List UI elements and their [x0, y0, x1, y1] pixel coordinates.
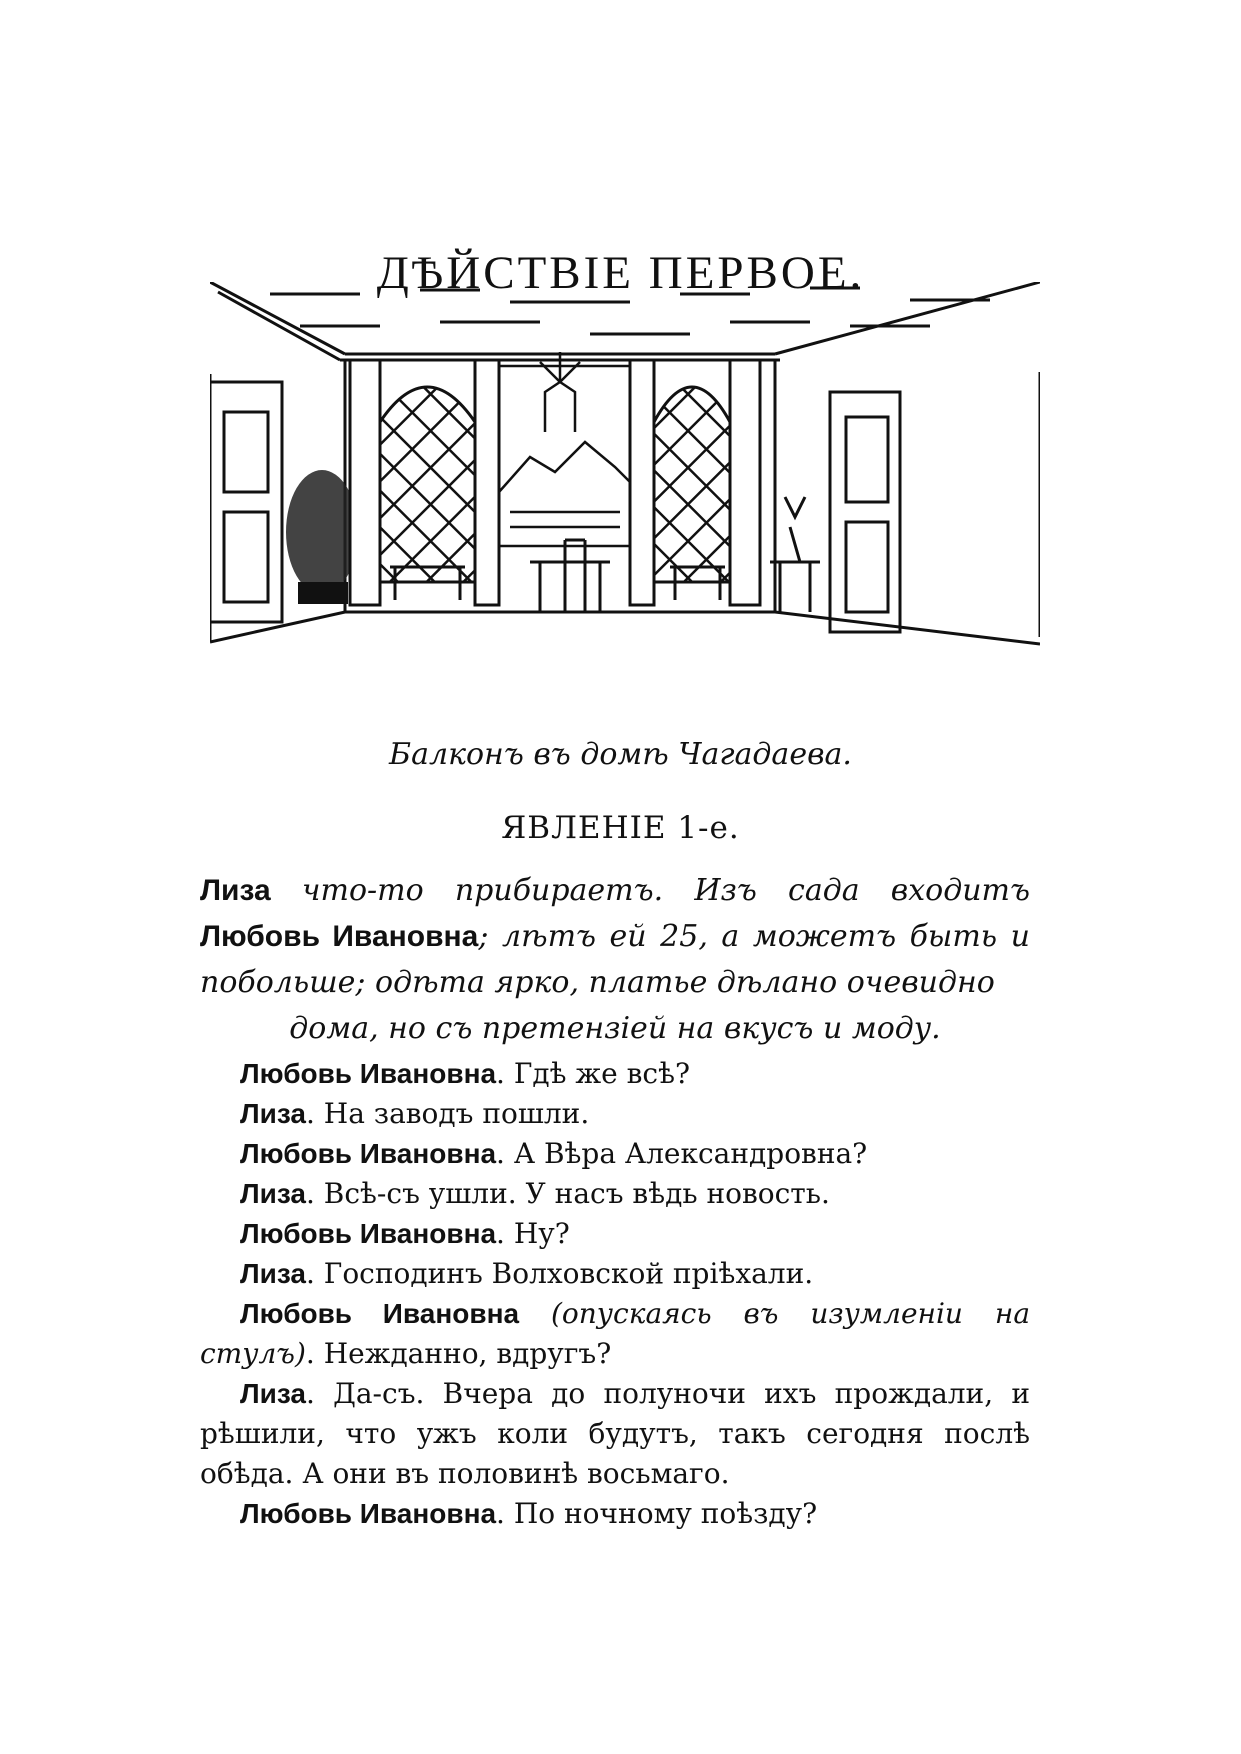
direction-name-liza: Лиза	[200, 874, 271, 907]
dialogue-line	[200, 1054, 1030, 1094]
line-text: . А Вѣра Александровна?	[496, 1137, 868, 1170]
line-text: . Всѣ-съ ушли. У насъ вѣдь новость.	[305, 1177, 830, 1210]
direction-name-lyubov: Любовь Ивановна	[200, 920, 479, 953]
direction-text-2: ; лѣтъ ей 25, а можетъ быть и побольше; одѣта ярко, платье дѣлано очевидно	[200, 919, 1030, 1000]
direction-text-3: дома, но съ претензіей на вкусъ и моду.	[289, 1011, 941, 1046]
dialogue-line	[200, 1134, 1030, 1174]
speaker-name: Любовь Ивановна	[240, 1138, 497, 1169]
speaker-name: Лиза	[240, 1378, 306, 1409]
line-text: . По ночному поѣзду?	[496, 1497, 818, 1530]
dialogue-line	[200, 1494, 1030, 1534]
stage-direction	[200, 868, 1030, 1052]
dialogue-line	[200, 1254, 1030, 1294]
speaker-name: Любовь Ивановна	[240, 1498, 497, 1529]
direction-text-1: что-то прибираетъ. Изъ сада входитъ	[301, 873, 1030, 908]
illustration-caption: Балконъ въ домѣ Чагадаева.	[389, 737, 852, 772]
line-text: . Гдѣ же всѣ?	[496, 1057, 690, 1090]
balcony-illustration	[210, 282, 1040, 722]
line-text: . Господинъ Волховской пріѣхали.	[305, 1257, 814, 1290]
line-text: . Нежданно, вдругъ?	[305, 1337, 612, 1370]
act-title: ДѢЙСТВІЕ ПЕРВОЕ.	[376, 247, 865, 300]
speaker-name: Любовь Ивановна	[240, 1218, 497, 1249]
stage-remark: (опускаясь въ изумленіи на стулъ)	[200, 1297, 1031, 1370]
speaker-name: Лиза	[240, 1258, 306, 1289]
line-text: . На заводъ пошли.	[305, 1097, 590, 1130]
scene-title: ЯВЛЕНІЕ 1-е.	[501, 810, 740, 846]
speaker-name: Любовь Ивановна	[240, 1058, 497, 1089]
speaker-name: Лиза	[240, 1178, 306, 1209]
dialogue-line	[200, 1294, 1030, 1374]
dialogue-line	[200, 1374, 1030, 1494]
speaker-name: Любовь Ивановна	[240, 1298, 520, 1329]
dialogue	[200, 1054, 1030, 1534]
dialogue-line	[200, 1214, 1030, 1254]
line-text: . Ну?	[496, 1217, 570, 1250]
line-text: . Да-съ. Вчера до полуночи ихъ прождали, и рѣшили, что ужъ коли будутъ, такъ сегодня послѣ обѣда. А они въ половинѣ восьмаго.	[200, 1377, 1030, 1490]
speaker-name: Лиза	[240, 1098, 306, 1129]
dialogue-line	[200, 1174, 1030, 1214]
dialogue-line	[200, 1094, 1030, 1134]
